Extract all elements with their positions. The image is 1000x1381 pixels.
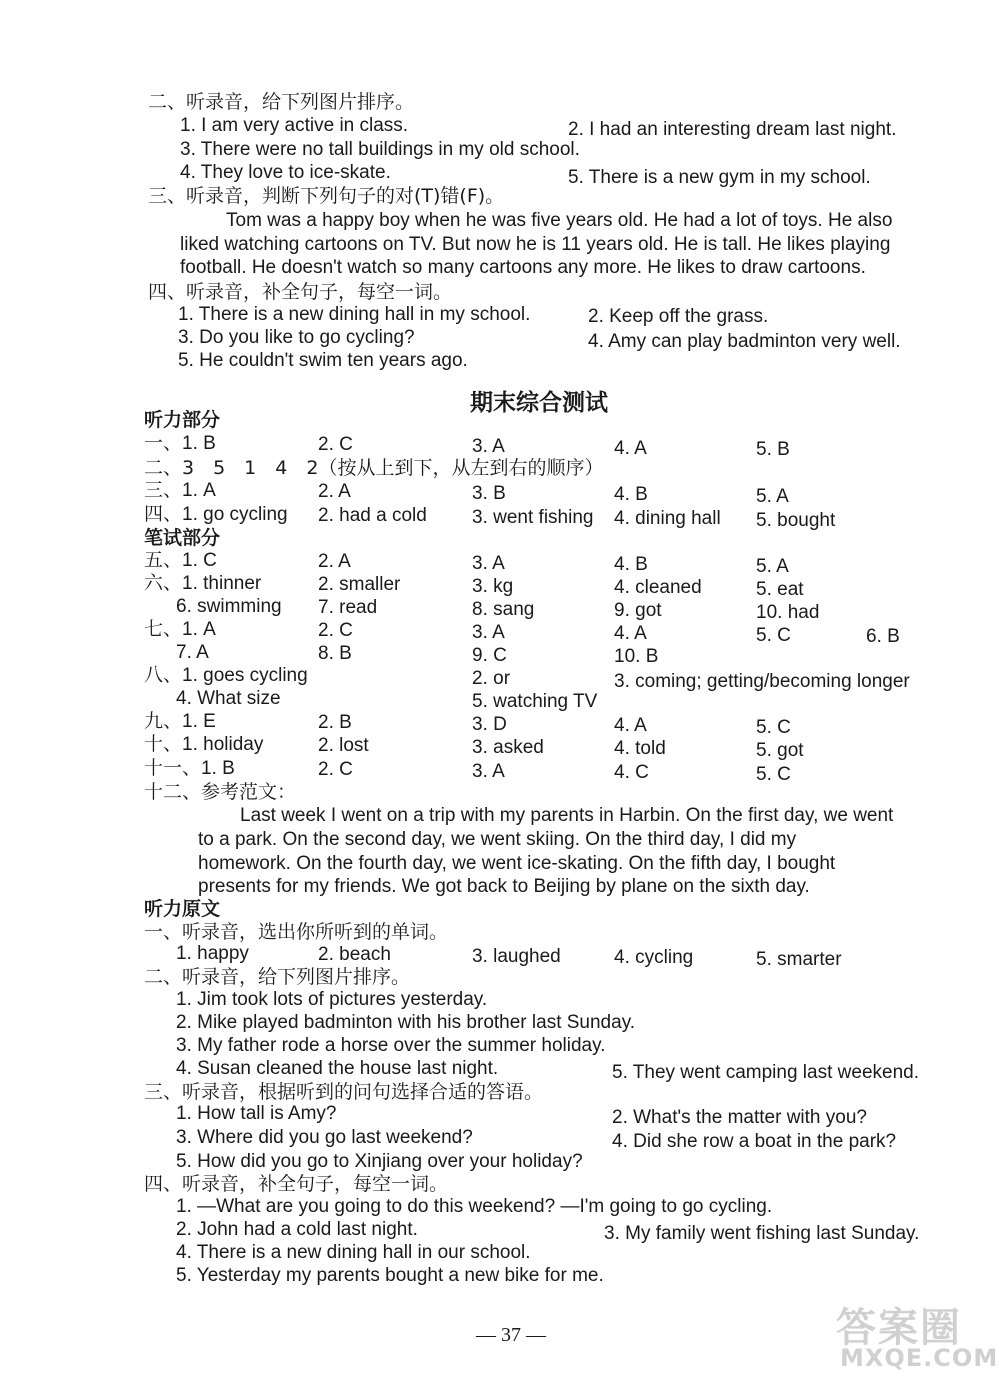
answer-row-14-col-5: 5. C xyxy=(756,764,791,785)
answer-row-4-col-3: 3. went fishing xyxy=(472,507,594,528)
answer-row-3-col-4: 4. B xyxy=(614,484,648,505)
list-item: 3. My family went fishing last Sunday. xyxy=(604,1223,920,1244)
answer-row-6-col-4: 4. cleaned xyxy=(614,577,702,598)
answer-row-5-col-5: 5. A xyxy=(756,556,789,577)
list-item: 2. I had an interesting dream last night. xyxy=(568,119,897,140)
list-item: 4. cycling xyxy=(614,947,694,968)
answer-row-9-col-3: 9. C xyxy=(472,645,507,666)
answer-row-2: 二、3 5 1 4 2（按从上到下，从左到右的顺序） xyxy=(144,457,604,479)
paragraph-line: liked watching cartoons on TV. But now he is 11 years old. He is tall. He likes playing xyxy=(180,234,891,255)
list-item: 1. How tall is Amy? xyxy=(176,1103,337,1124)
section-heading: 三、听录音，判断下列句子的对(T)错(F)。 xyxy=(148,185,505,207)
section-heading: 二、听录音，给下列图片排序。 xyxy=(148,91,415,113)
answer-row-9-col-1: 7. A xyxy=(176,642,209,663)
section-heading: 四、听录音，补全句子，每空一词。 xyxy=(148,281,453,303)
answer-row-1-col-5: 5. B xyxy=(756,439,790,460)
list-item: 4. Amy can play badminton very well. xyxy=(588,331,901,352)
answer-row-3-col-1: 三、1. A xyxy=(144,480,216,501)
answer-row-13-col-5: 5. got xyxy=(756,740,804,761)
answer-row-6-col-2: 2. smaller xyxy=(318,574,401,595)
section-heading: 四、听录音，补全句子，每空一词。 xyxy=(144,1173,449,1195)
answer-row-11-col-1: 4. What size xyxy=(176,688,281,709)
paragraph-line: Tom was a happy boy when he was five years old. He had a lot of toys. He also xyxy=(226,210,893,231)
list-item: 1. —What are you going to do this weekend? —I'm going to go cycling. xyxy=(176,1196,773,1217)
part-heading-writing: 笔试部分 xyxy=(144,527,221,549)
answer-row-10-col-3: 3. coming; getting/becoming longer xyxy=(614,671,910,692)
list-item: 2. What's the matter with you? xyxy=(612,1107,867,1128)
list-item: 1. There is a new dining hall in my school. xyxy=(178,304,531,325)
answer-row-12-col-1: 九、1. E xyxy=(144,711,216,732)
answer-row-1-col-2: 2. C xyxy=(318,434,353,455)
answer-row-7-col-4: 9. got xyxy=(614,600,662,621)
list-item: 5. They went camping last weekend. xyxy=(612,1062,919,1083)
answer-row-7-col-5: 10. had xyxy=(756,602,820,623)
watermark-logo xyxy=(836,1296,999,1376)
list-item: 5. He couldn't swim ten years ago. xyxy=(178,350,468,371)
answer-row-6-col-5: 5. eat xyxy=(756,579,804,600)
answer-row-12-col-4: 4. A xyxy=(614,715,647,736)
answer-row-13-col-4: 4. told xyxy=(614,738,666,759)
list-item: 4. Susan cleaned the house last night. xyxy=(176,1058,499,1079)
answer-row-4-col-2: 2. had a cold xyxy=(318,505,427,526)
answer-row-7-col-2: 7. read xyxy=(318,597,378,618)
answer-row-14-col-4: 4. C xyxy=(614,762,649,783)
essay-line: homework. On the fourth day, we went ice-skating. On the fifth day, I bought xyxy=(198,853,836,874)
answer-row-5-col-1: 五、1. C xyxy=(144,550,217,571)
list-item: 1. I am very active in class. xyxy=(180,115,409,136)
answer-row-11-col-2: 5. watching TV xyxy=(472,691,598,712)
answer-row-6-col-3: 3. kg xyxy=(472,576,514,597)
list-item: 4. There is a new dining hall in our school. xyxy=(176,1242,531,1263)
page-title: 期末综合测试 xyxy=(470,390,608,416)
paragraph-line: football. He doesn't watch so many cartoons any more. He likes to draw cartoons. xyxy=(180,257,866,278)
answer-row-3-col-3: 3. B xyxy=(472,483,506,504)
essay-line: presents for my friends. We got back to Beijing by plane on the sixth day. xyxy=(198,876,810,897)
list-item: 3. There were no tall buildings in my old school. xyxy=(180,139,580,160)
answer-row-14-col-1: 十一、1. B xyxy=(144,758,235,779)
watermark-url: MXQE.COM xyxy=(840,1344,999,1372)
list-item: 5. There is a new gym in my school. xyxy=(568,167,871,188)
answer-row-12-col-3: 3. D xyxy=(472,714,507,735)
answer-row-13-col-2: 2. lost xyxy=(318,735,369,756)
answer-row-13-col-3: 3. asked xyxy=(472,737,544,758)
answer-row-10-col-1: 八、1. goes cycling xyxy=(144,665,308,686)
answer-row-3-col-2: 2. A xyxy=(318,481,351,502)
answer-row-8-col-5: 5. C xyxy=(756,625,791,646)
list-item: 1. happy xyxy=(176,943,249,964)
answer-row-7-col-3: 8. sang xyxy=(472,599,535,620)
list-item: 3. My father rode a horse over the summer holiday. xyxy=(176,1035,606,1056)
answer-row-5-col-4: 4. B xyxy=(614,554,648,575)
answer-row-6-col-1: 六、1. thinner xyxy=(144,573,262,594)
part-heading-transcript: 听力原文 xyxy=(144,898,221,920)
answer-row-9-col-2: 8. B xyxy=(318,643,352,664)
list-item: 2. Keep off the grass. xyxy=(588,306,769,327)
answer-row-12-col-5: 5. C xyxy=(756,717,791,738)
answer-row-4-col-5: 5. bought xyxy=(756,510,836,531)
answer-row-8-col-1: 七、1. A xyxy=(144,619,216,640)
essay-line: to a park. On the second day, we went skiing. On the third day, I did my xyxy=(198,829,797,850)
list-item: 2. Mike played badminton with his brother last Sunday. xyxy=(176,1012,636,1033)
answer-row-1-col-3: 3. A xyxy=(472,436,505,457)
list-item: 4. Did she row a boat in the park? xyxy=(612,1131,897,1152)
list-item: 2. beach xyxy=(318,944,391,965)
answer-row-13-col-1: 十、1. holiday xyxy=(144,734,264,755)
answer-row-14-col-2: 2. C xyxy=(318,759,353,780)
list-item: 1. Jim took lots of pictures yesterday. xyxy=(176,989,488,1010)
answer-row-1-col-1: 一、1. B xyxy=(144,433,216,454)
watermark-text: 答案圈 xyxy=(836,1305,962,1351)
list-item: 5. Yesterday my parents bought a new bike for me. xyxy=(176,1265,604,1286)
list-item: 3. laughed xyxy=(472,946,561,967)
section-heading: 二、听录音，给下列图片排序。 xyxy=(144,966,411,988)
answer-row-12-col-2: 2. B xyxy=(318,712,352,733)
list-item: 5. How did you go to Xinjiang over your holiday? xyxy=(176,1151,583,1172)
list-item: 3. Where did you go last weekend? xyxy=(176,1127,473,1148)
answer-row-4-col-1: 四、1. go cycling xyxy=(144,504,288,525)
answer-row-8-col-3: 3. A xyxy=(472,622,505,643)
answer-row-7-col-1: 6. swimming xyxy=(176,596,282,617)
part-heading-listening: 听力部分 xyxy=(144,409,221,431)
list-item: 3. Do you like to go cycling? xyxy=(178,327,415,348)
answer-row-4-col-4: 4. dining hall xyxy=(614,508,721,529)
answer-row-9-col-4: 10. B xyxy=(614,646,659,667)
list-item: 4. They love to ice-skate. xyxy=(180,162,391,183)
answer-row-5-col-3: 3. A xyxy=(472,553,505,574)
answer-row-8-col-6: 6. B xyxy=(866,626,900,647)
section-heading: 一、听录音，选出你所听到的单词。 xyxy=(144,921,449,943)
list-item: 2. John had a cold last night. xyxy=(176,1219,418,1240)
answer-row-3-col-5: 5. A xyxy=(756,486,789,507)
essay-line: Last week I went on a trip with my parents in Harbin. On the first day, we went xyxy=(240,805,894,826)
essay-heading: 十二、参考范文： xyxy=(144,781,297,803)
answer-row-8-col-4: 4. A xyxy=(614,623,647,644)
answer-row-5-col-2: 2. A xyxy=(318,551,351,572)
section-heading: 三、听录音，根据听到的问句选择合适的答语。 xyxy=(144,1081,544,1103)
answer-row-1-col-4: 4. A xyxy=(614,438,647,459)
list-item: 5. smarter xyxy=(756,949,842,970)
page-number: — 37 — xyxy=(476,1324,546,1346)
answer-row-14-col-3: 3. A xyxy=(472,761,505,782)
answer-row-10-col-2: 2. or xyxy=(472,668,511,689)
answer-row-8-col-2: 2. C xyxy=(318,620,353,641)
